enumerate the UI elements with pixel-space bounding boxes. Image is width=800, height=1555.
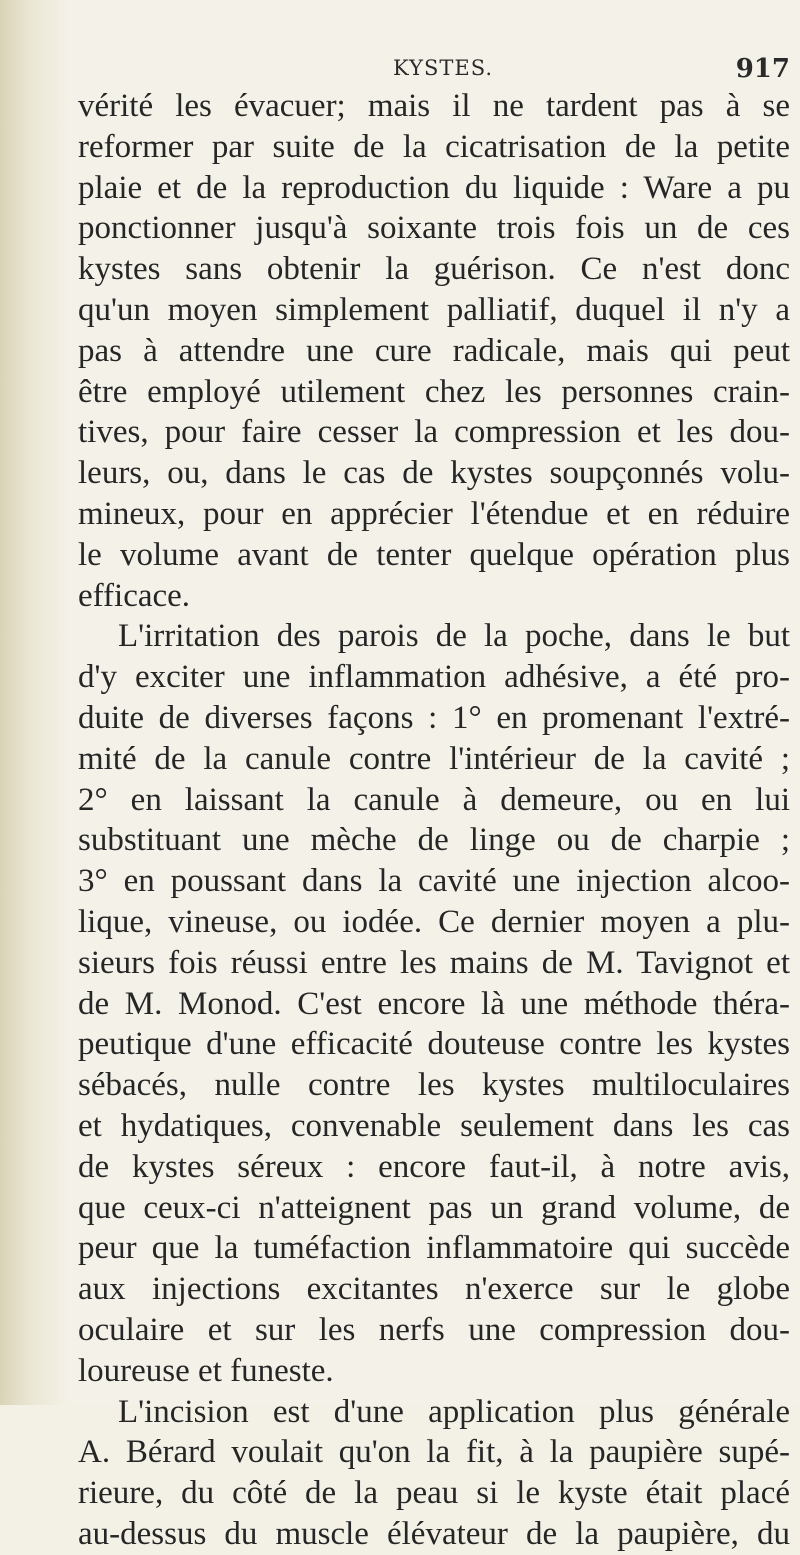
- page-number: 917: [735, 54, 790, 84]
- paragraph-3: [78, 1392, 790, 1555]
- page-header: [100, 56, 790, 88]
- text-line: ponctionner jusqu'à soixante trois fois un de ces: [78, 210, 790, 247]
- text-line: le volume avant de tenter quelque opération plus: [78, 536, 790, 573]
- text-line: substituant une mèche de linge ou de charpie ;: [78, 822, 790, 859]
- paragraph-1: [78, 86, 790, 616]
- text-line: et hydatiques, convenable seulement dans les cas: [78, 1107, 790, 1144]
- text-line: peur que la tuméfaction inflammatoire qui succède: [78, 1230, 790, 1267]
- text-line: vérité les évacuer; mais il ne tardent pas à se: [78, 88, 790, 124]
- text-line: leurs, ou, dans le cas de kystes soupçonnés volu-: [78, 455, 790, 492]
- text-line: duite de diverses façons : 1° en promenant l'extré-: [78, 699, 790, 736]
- text-line: être employé utilement chez les personnes crain-: [78, 373, 790, 410]
- text-line: L'incision est d'une application plus générale: [118, 1393, 790, 1430]
- text-line: peutique d'une efficacité douteuse contre les kystes: [78, 1026, 790, 1063]
- text-line: 2° en laissant la canule à demeure, ou en lui: [78, 781, 790, 818]
- text-line: 3° en poussant dans la cavité une injection alcoo-: [78, 863, 790, 900]
- text-line: efficace.: [78, 577, 191, 614]
- text-line: kystes sans obtenir la guérison. Ce n'est donc: [78, 251, 790, 288]
- text-line: sébacés, nulle contre les kystes multiloculaires: [78, 1067, 790, 1104]
- text-line: pas à attendre une cure radicale, mais qui peut: [78, 332, 790, 369]
- text-line: oculaire et sur les nerfs une compression dou-: [78, 1311, 790, 1348]
- text-line: de M. Monod. C'est encore là une méthode théra-: [78, 985, 790, 1022]
- text-line: reformer par suite de la cicatrisation de la petite: [78, 128, 790, 165]
- text-line: sieurs fois réussi entre les mains de M. Tavignot et: [78, 944, 790, 981]
- text-line: L'irritation des parois de la poche, dans le but: [118, 618, 790, 655]
- text-line: aux injections excitantes n'exerce sur le globe: [78, 1271, 790, 1308]
- page-gutter-shadow: [0, 0, 70, 1405]
- text-line: lique, vineuse, ou iodée. Ce dernier moyen a plu-: [78, 903, 790, 940]
- text-line: d'y exciter une inflammation adhésive, a été pro-: [78, 659, 790, 696]
- text-line: mineux, pour en apprécier l'étendue et en réduire: [78, 495, 790, 532]
- text-line: au-dessus du muscle élévateur de la paupière, du: [78, 1515, 790, 1552]
- body-text: [78, 86, 790, 1555]
- text-line: A. Bérard voulait qu'on la fit, à la paupière supé-: [78, 1434, 790, 1471]
- text-line: loureuse et funeste.: [78, 1352, 334, 1389]
- text-line: qu'un moyen simplement palliatif, duquel il n'y a: [78, 291, 790, 328]
- running-head: KYSTES.: [393, 56, 494, 80]
- paragraph-2: [78, 616, 790, 1391]
- text-line: tives, pour faire cesser la compression et les dou-: [78, 414, 790, 451]
- text-line: mité de la canule contre l'intérieur de la cavité ;: [78, 740, 790, 777]
- text-line: plaie et de la reproduction du liquide : Ware a pu: [78, 169, 790, 206]
- text-line: que ceux-ci n'atteignent pas un grand volume, de: [78, 1189, 790, 1226]
- text-line: rieure, du côté de la peau si le kyste était placé: [78, 1475, 790, 1512]
- text-line: de kystes séreux : encore faut-il, à notre avis,: [78, 1148, 790, 1185]
